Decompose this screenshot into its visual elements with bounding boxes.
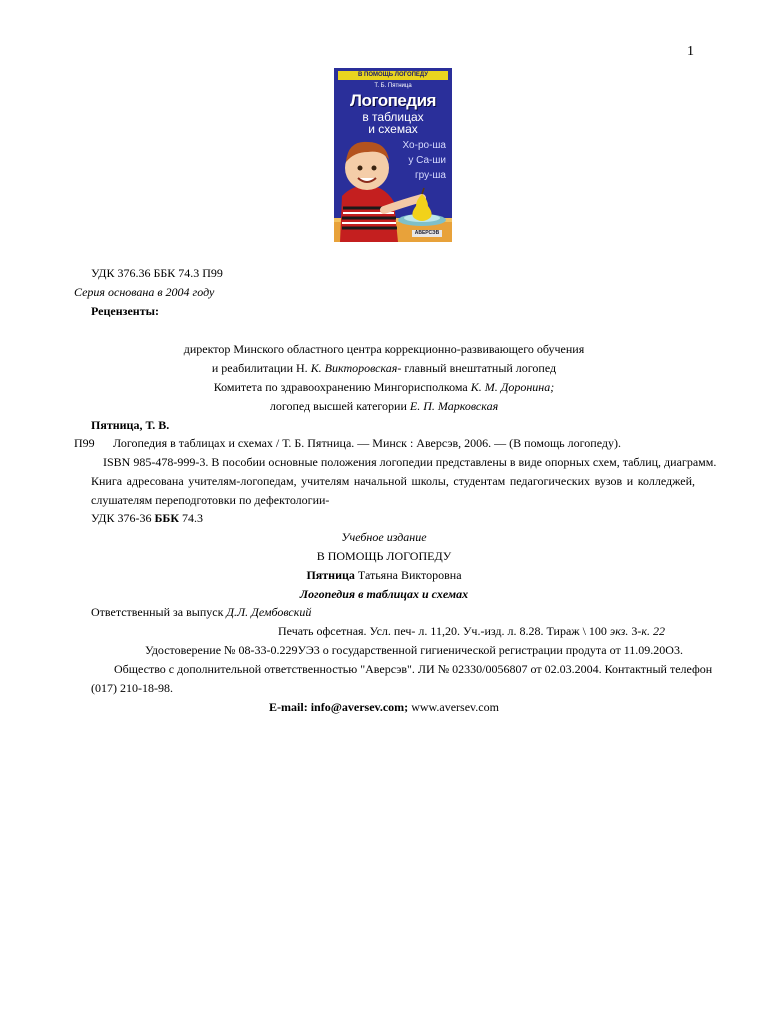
cover-illustration (334, 68, 452, 242)
phone-line: (017) 210-18-98. (91, 681, 173, 695)
print-specs: Печать офсетная. Усл. печ- л. 11,20. Уч.-изд. л. 8.28. Тираж \ 100 экз. 3-к. 22 (278, 624, 665, 638)
cover-publisher-logo: АВЕРСЭВ (412, 230, 442, 237)
edition-type: Учебное издание (341, 530, 427, 544)
reviewers-line-3: Комитета по здравоохранению Мингорисполкома К. М. Доронина; (213, 380, 555, 394)
page-number: 1 (687, 44, 694, 59)
series-note: Серия основана в 2004 году (74, 285, 215, 299)
reviewers-line-2: и реабилитации Н. К. Викторовская- главный внештатный логопед (211, 361, 557, 375)
cover-author: Т. Б. Пятница (374, 83, 412, 89)
contact-line (0, 700, 768, 714)
cover-subtitle-line2: и схемах (368, 122, 418, 136)
book-cover-image (334, 68, 452, 242)
certificate-line: Удостоверение № 08-33-0.229УЭ3 о государственной гигиенической регистрации продута от 11.09.20О3. (145, 643, 683, 657)
catalog-author: Пятница, Т. В. (91, 418, 170, 432)
company-line: Общество с дополнительной ответственностью "Аверсэв". ЛИ № 02330/0056807 от 02.03.2004. Контактный телефон (114, 662, 713, 676)
cover-syllable: Хо-ро-ша (402, 140, 446, 151)
udk-line: УДК 376.36 ББК 74.3 П99 (91, 266, 223, 280)
isbn-line: ISBN 985-478-999-3. В пособии основные положения логопедии представлены в виде опорных схем, таблиц, диаграмм. (103, 455, 717, 469)
cover-syllable: гру-ша (414, 170, 446, 181)
catalog-code: П99 (74, 436, 95, 450)
reviewers-line-4: логопед высшей категории Е. П. Марковская (269, 399, 499, 413)
website-link[interactable]: www.aversev.com (408, 700, 499, 714)
reviewers-label: Рецензенты: (91, 304, 159, 318)
imprint-title: Логопедия в таблицах и схемах (299, 587, 469, 601)
cover-subtitle-line1: в таблицах (362, 110, 424, 124)
responsible-line: Ответственный за выпуск Д.Л. Дембовский (91, 605, 312, 619)
email-link[interactable]: E-mail: info@aversev.com; (269, 700, 409, 714)
cover-series-banner: В ПОМОЩЬ ЛОГОПЕДУ (338, 71, 448, 80)
cover-title: Логопедия (350, 91, 436, 110)
catalog-entry: Логопедия в таблицах и схемах / Т. Б. Пятница. — Минск : Аверсэв, 2006. — (В помощь логопеду). (113, 436, 621, 450)
audience-line-1: Книга адресована учителям-логопедам, учителям начальной школы, студентам педагогических вузов и колледжей, (91, 474, 695, 488)
cover-syllable: у Са-ши (408, 155, 446, 166)
reviewers-line-1: директор Минского областного центра коррекционно-развивающего обучения (183, 342, 585, 356)
imprint-series: В ПОМОЩЬ ЛОГОПЕДУ (316, 549, 452, 563)
audience-line-2: слушателям переподготовки по дефектологии- (91, 493, 330, 507)
udk-line-2: УДК 376-36 ББК 74.3 (91, 511, 204, 525)
imprint-author: Пятница Татьяна Викторовна (306, 568, 462, 582)
